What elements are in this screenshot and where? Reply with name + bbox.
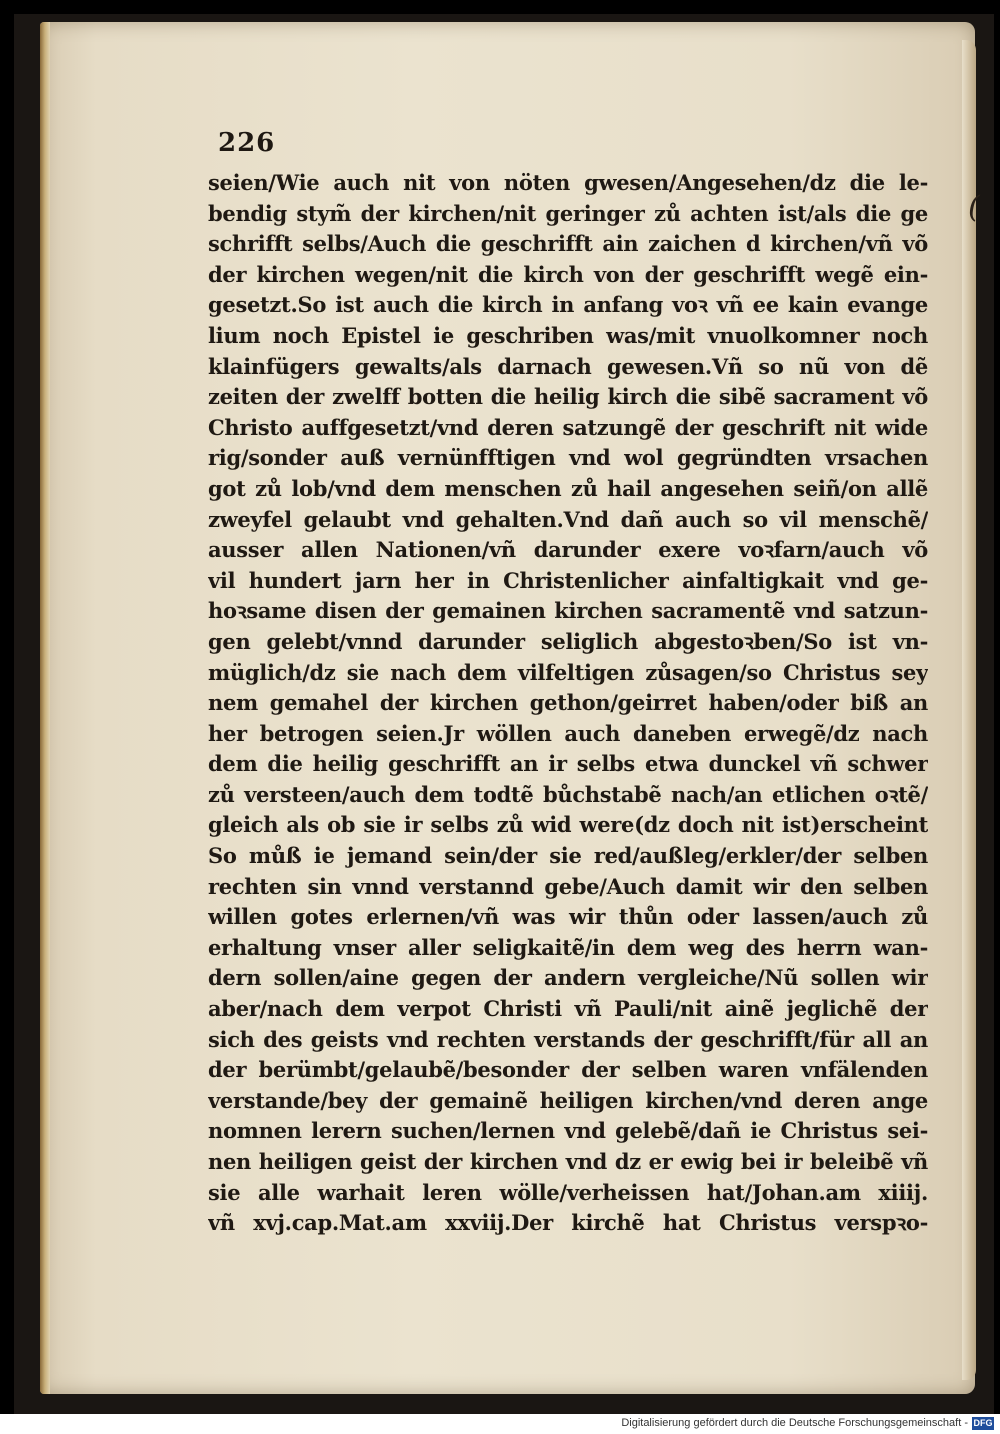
text-line: ausser allen Nationen/vñ darunder exere voꝛfarn/auch võ (208, 537, 928, 563)
text-line: her betrogen seien.Jr wöllen auch daneben erwegẽ/dz nach (208, 720, 928, 746)
text-line: gleich als ob sie ir selbs zů wid were(dz doch nit ist)erscheint (208, 812, 928, 838)
text-line: dem die heilig geschrifft an ir selbs etwa dunckel vñ schwer (208, 751, 928, 777)
text-line: der berümbt/gelaubẽ/besonder der selben waren vnfälenden (208, 1057, 928, 1083)
text-line: rig/sonder auß vernünfftigen vnd wol gegründten vrsachen (208, 445, 928, 471)
text-line: nem gemahel der kirchen gethon/geirret haben/oder biß an (208, 690, 928, 716)
text-line: müglich/dz sie nach dem vilfeltigen zůsagen/so Christus sey (208, 659, 928, 685)
text-line: nen heiligen geist der kirchen vnd dz er ewig bei ir beleibẽ vñ (208, 1149, 928, 1174)
text-line: vil hundert jarn her in Christenlicher ainfaltigkait vnd ge- (208, 567, 928, 593)
page-gutter (40, 22, 50, 1394)
text-line: aber/nach dem verpot Christi vñ Pauli/nit ainẽ jeglichẽ der (208, 996, 928, 1022)
text-line: Christo auffgesetzt/vnd deren satzungẽ der geschrift nit wide (208, 414, 928, 440)
footer-bar (0, 1414, 1000, 1434)
text-line: sie alle warhait leren wölle/verheissen hat/Johan.am xiiij. (208, 1179, 928, 1205)
text-line: rechten sin vnnd verstannd gebe/Auch damit wir den selben (208, 873, 928, 899)
text-line: hoꝛsame disen der gemainen kirchen sacramentẽ vnd satzun- (208, 598, 928, 624)
page-edge (962, 40, 976, 1380)
dfg-logo-icon: DFG (973, 1418, 993, 1428)
text-line: zů versteen/auch dem todtẽ bůchstabẽ nach/an etlichen oꝛtẽ/ (208, 781, 928, 807)
text-line: sich des geists vnd rechten verstands der geschrifft/für all an (208, 1026, 928, 1052)
text-line: got zů lob/vnd dem menschen zů hail angesehen seiñ/on allẽ (208, 475, 928, 501)
text-line: schrifft selbs/Auch die geschrifft ain zaichen d kirchen/vñ võ (208, 231, 928, 257)
text-line: der kirchen wegen/nit die kirch von der geschrifft wegẽ ein- (208, 261, 928, 287)
margin-mark: ( (968, 190, 980, 225)
text-line: klainfügers gewalts/als darnach gewesen.Vñ so nũ von dẽ (208, 353, 928, 379)
text-line: seien/Wie auch nit von nöten gwesen/Angesehen/dz die le- (208, 170, 928, 195)
text-line: erhaltung vnser aller seligkaitẽ/in dem weg des herrn wan- (208, 934, 928, 960)
funding-credit: Digitalisierung gefördert durch die Deutsche Forschungsgemeinschaft - (621, 1417, 968, 1429)
text-line: vñ xvj.cap.Mat.am xxviij.Der kirchẽ hat Christus verspꝛo- (208, 1210, 928, 1236)
text-line: gesetzt.So ist auch die kirch in anfang voꝛ vñ ee kain evange (208, 292, 928, 318)
text-line: dern sollen/aine gegen der andern vergleiche/Nũ sollen wir (208, 965, 928, 991)
text-line: zweyfel gelaubt vnd gehalten.Vnd dañ auch so vil menschẽ/ (208, 506, 928, 532)
text-line: lium noch Epistel ie geschriben was/mit vnuolkomner noch (208, 322, 928, 348)
text-line: verstande/bey der gemainẽ heiligen kirchen/vnd deren ange (208, 1087, 928, 1113)
text-line: gen gelebt/vnnd darunder seliglich abgestoꝛben/So ist vn- (208, 628, 928, 654)
text-line: willen gotes erlernen/vñ was wir thůn oder lassen/auch zů (208, 904, 928, 930)
page-text (208, 168, 928, 1239)
text-line: So můß ie jemand sein/der sie red/außleg/erkler/der selben (208, 843, 928, 869)
text-line: zeiten der zwelff botten die heilig kirch die sibẽ sacrament võ (208, 384, 928, 410)
text-line: bendig stym̃ der kirchen/nit geringer zů achten ist/als die ge (208, 200, 928, 226)
text-line: nomnen lerern suchen/lernen vnd gelebẽ/dañ ie Christus sei- (208, 1118, 928, 1144)
page-number: 226 (218, 128, 276, 158)
